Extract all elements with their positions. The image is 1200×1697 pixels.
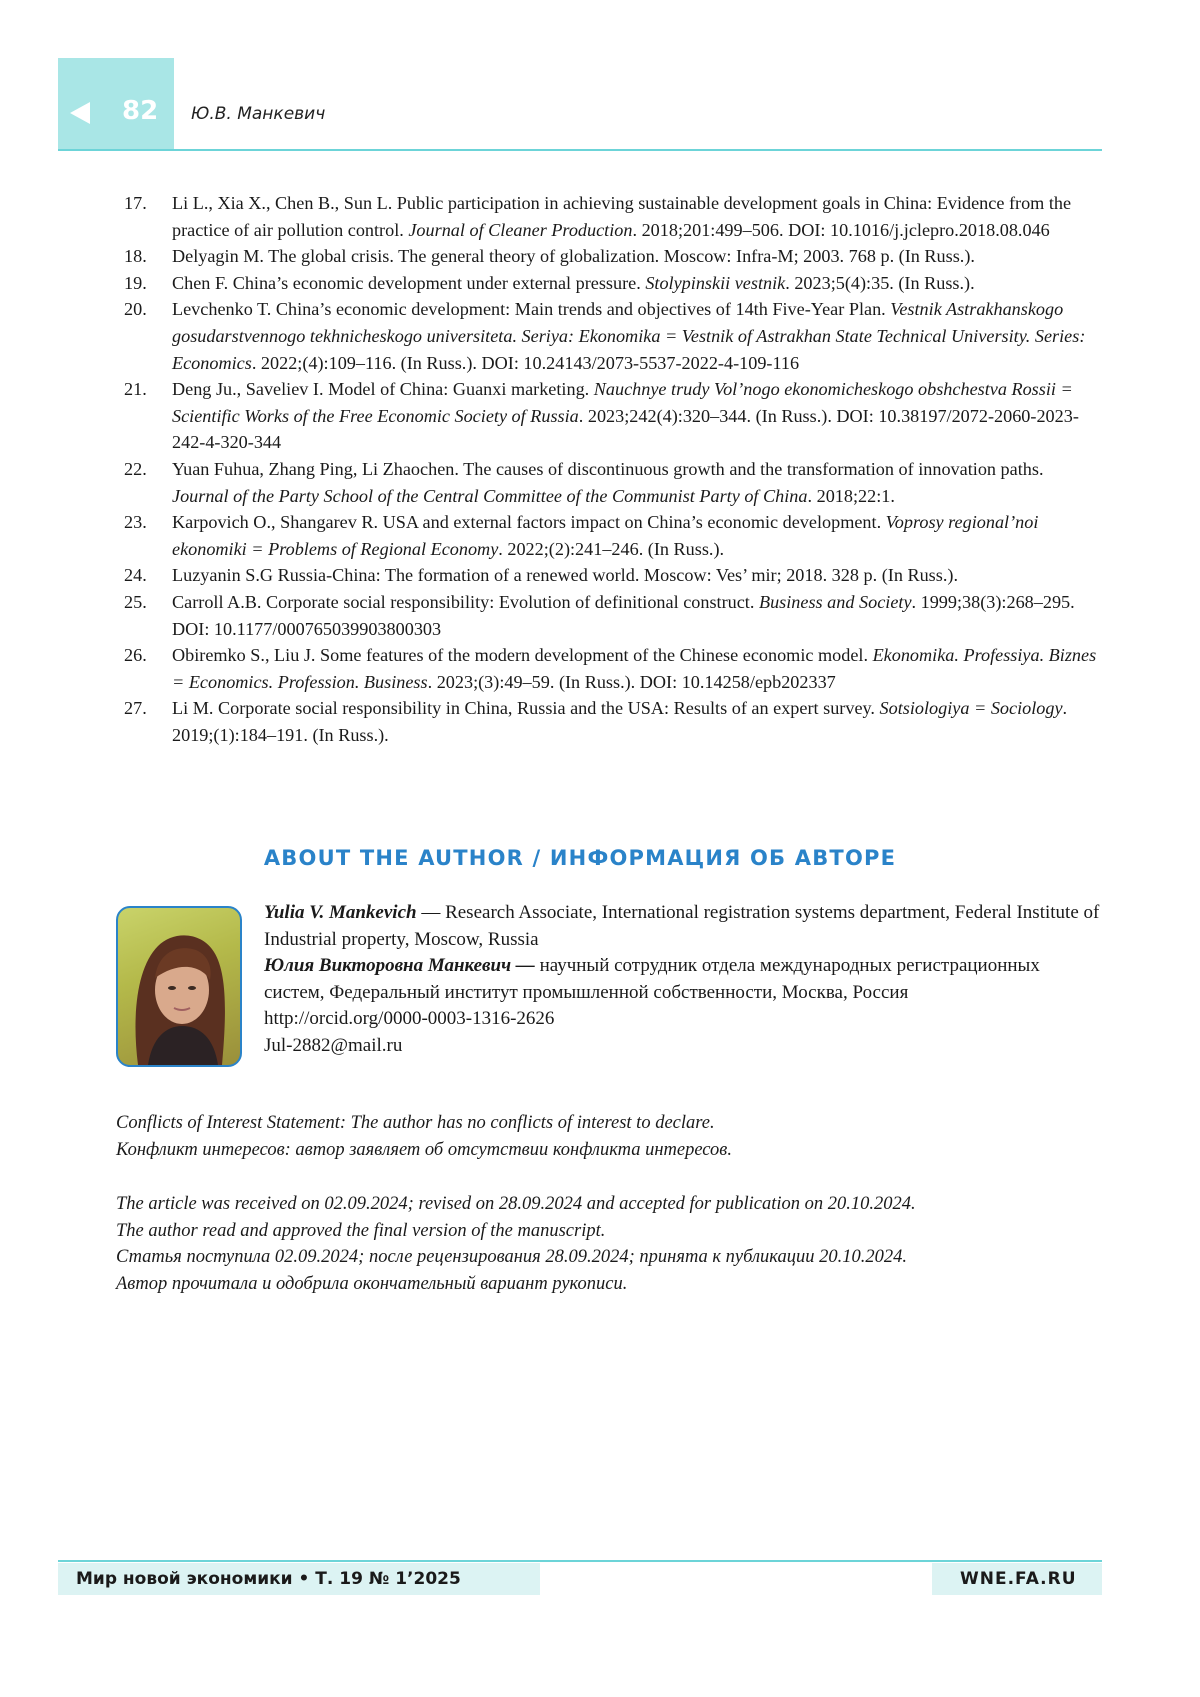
footer-divider bbox=[58, 1560, 1102, 1562]
author-ru bbox=[264, 953, 1104, 1006]
author-en bbox=[264, 900, 1104, 953]
footer-site-link[interactable]: WNE.FA.RU bbox=[960, 1569, 1077, 1589]
author-portrait-icon bbox=[118, 908, 240, 1065]
about-author-heading: ABOUT THE AUTHOR / ИНФОРМАЦИЯ ОБ АВТОРЕ bbox=[263, 846, 897, 870]
reference-item: 17. Li L., Xia X., Chen B., Sun L. Public participation in achieving sustainable development goals in China: Evidence from the practice of air pollution control. Journal of Cleaner Production. 2018;201:499–506. DOI: 10.1016/j.jclepro.2018.08.046 bbox=[124, 193, 1072, 240]
reference-item: 19. Chen F. China’s economic development under external pressure. Stolypinskii vestnik. 2023;5(4):35. (In Russ.). bbox=[124, 272, 975, 293]
conflict-statement-ru: Конфликт интересов: автор заявляет об отсутствии конфликта интересов. bbox=[116, 1139, 732, 1160]
reference-list bbox=[124, 190, 1100, 748]
reference-item: 25. Carroll A.B. Corporate social responsibility: Evolution of definitional construct. Business and Society. 1999;38(3):268–295. DOI: 10.1177/000765039903800303 bbox=[124, 591, 1075, 639]
email-link[interactable]: Jul-2882@mail.ru bbox=[264, 1034, 403, 1056]
author-info bbox=[264, 900, 1104, 1060]
orcid-link[interactable]: http://orcid.org/0000-0003-1316-2626 bbox=[264, 1008, 555, 1030]
approved-statement-ru: Автор прочитала и одобрила окончательный вариант рукописи. bbox=[116, 1273, 628, 1294]
reference-item: 26. Obiremko S., Liu J. Some features of the modern development of the Chinese economic model. Ekonomika. Professiya. Biznes = Economics. Profession. Business. 2023;(3):49–59. (In Russ.). DOI: 10.14258/epb202337 bbox=[124, 645, 1097, 692]
received-statement-ru: Статья поступила 02.09.2024; после рецензирования 28.09.2024; принята к публикации 20.10.2024. bbox=[116, 1247, 907, 1267]
received-statement-en: The article was received on 02.09.2024; revised on 28.09.2024 and accepted for publication on 20.10.2024. bbox=[116, 1194, 916, 1214]
author-name-ru: Юлия Викторовна Манкевич — bbox=[264, 955, 535, 977]
header-divider bbox=[58, 149, 1102, 151]
reference-item: 21. Deng Ju., Saveliev I. Model of China: Guanxi marketing. Nauchnye trudy Vol’nogo ekonomicheskogo obshchestva Rossii = Scientific Works of the Free Economic Society of Russia. 2023;242(4):320–344. (In Russ.). DOI: 10.38197/2072-2060-2023-242-4-320-344 bbox=[124, 379, 1079, 453]
page-number: 82 bbox=[122, 96, 159, 126]
reference-item: 23. Karpovich O., Shangarev R. USA and external factors impact on China’s economic development. Voprosy regional’noi ekonomiki = Problems of Regional Economy. 2022;(2):241–246. (In Russ.). bbox=[124, 512, 1039, 559]
back-arrow-icon[interactable] bbox=[70, 102, 90, 124]
footer-journal: Мир новой экономики • Т. 19 № 1’2025 bbox=[76, 1569, 461, 1589]
running-author: Ю.В. Манкевич bbox=[191, 104, 326, 124]
reference-item: 27. Li M. Corporate social responsibility in China, Russia and the USA: Results of an expert survey. Sotsiologiya = Sociology. 2019;(1):184–191. (In Russ.). bbox=[124, 698, 1068, 745]
reference-item: 18. Delyagin M. The global crisis. The general theory of globalization. Moscow: Infra-M; 2003. 768 p. (In Russ.). bbox=[124, 246, 975, 267]
reference-item: 24. Luzyanin S.G Russia-China: The formation of a renewed world. Moscow: Ves’ mir; 2018. 328 p. (In Russ.). bbox=[124, 565, 958, 586]
approved-statement-en: The author read and approved the final version of the manuscript. bbox=[116, 1220, 606, 1241]
author-desc-en: — Research Associate, International registration systems department, Federal Institute of Industrial property, Moscow, Russia bbox=[264, 902, 1100, 950]
author-photo bbox=[116, 906, 242, 1067]
author-name-en: Yulia V. Mankevich bbox=[264, 902, 417, 923]
conflict-statement-en: Conflicts of Interest Statement: The author has no conflicts of interest to declare. bbox=[116, 1113, 715, 1133]
author-desc-ru: научный сотрудник отдела международных регистрационных систем, Федеральный институт промышленной собственности, Москва, Россия bbox=[264, 955, 1040, 1003]
reference-item: 22. Yuan Fuhua, Zhang Ping, Li Zhaochen. The causes of discontinuous growth and the transformation of innovation paths. Journal of the Party School of the Central Committee of the Communist Party of China. 2018;22:1. bbox=[124, 458, 1044, 506]
reference-item: 20. Levchenko T. China’s economic development: Main trends and objectives of 14th Five-Year Plan. Vestnik Astrakhanskogo gosudarstvennogo tekhnicheskogo universiteta. Seriya: Ekonomika = Vestnik of Astrakhan State Technical University. Series: Economics. 2022;(4):109–116. (In Russ.). DOI: 10.24143/2073-5537-2022-4-109-116 bbox=[124, 299, 1086, 373]
statements-block bbox=[116, 1110, 1106, 1297]
